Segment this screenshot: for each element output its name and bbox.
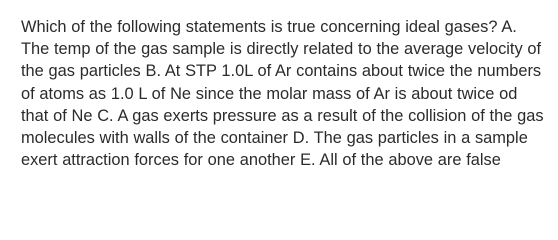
question-text: Which of the following statements is true concerning ideal gases? A. The temp of the gas sample is directly related to the average velocity of the gas particles B. At STP 1.0L of Ar contains about twice the numbers of atoms as 1.0 L of Ne since the molar mass of Ar is about twice od that of Ne C. A gas exerts pressure as a result of the collision of the gas molecules with walls of the container D. The gas particles in a sample exert attraction forces for one another E. All of the above are false [21,18,544,170]
